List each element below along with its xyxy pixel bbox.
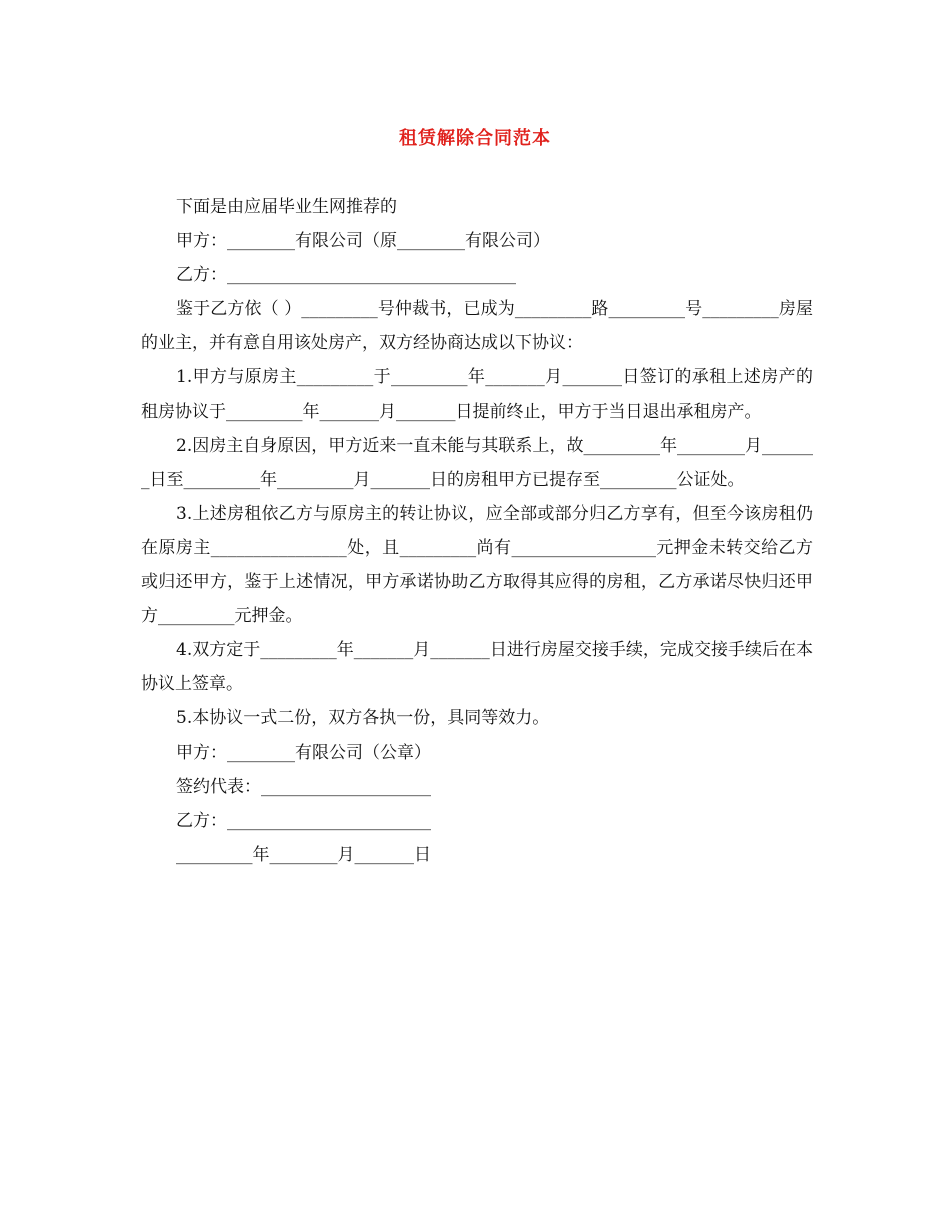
signature-representative: 签约代表：____________________ xyxy=(176,776,431,797)
intro-line: 下面是由应届毕业生网推荐的 xyxy=(176,197,397,217)
document-title: 租赁解除合同范本 xyxy=(399,128,551,149)
signature-party-a: 甲方：________有限公司（公章） xyxy=(176,742,431,763)
preamble-paragraph: 鉴于乙方依（ ）_________号仲裁书，已成为_________路_________号_________房屋的业主，并有意自用该处房产，双方经协商达成以下协议： xyxy=(141,299,813,354)
clause-4: 4.双方定于_________年_______月_______日进行房屋交接手续，完成交接手续后在本协议上签章。 xyxy=(141,640,813,695)
signature-party-b: 乙方：________________________ xyxy=(176,810,431,831)
party-b-line: 乙方：__________________________________ xyxy=(176,265,516,286)
party-a-line: 甲方：________有限公司（原________有限公司） xyxy=(176,231,550,252)
signature-date: _________年________月_______日 xyxy=(176,844,431,865)
document-body xyxy=(141,190,813,872)
clause-2: 2.因房主自身原因，甲方近来一直未能与其联系上，故_________年________月_______日至_________年_________月_______日的房租甲方已提存至_________公证处。 xyxy=(141,435,813,490)
clause-5: 5.本协议一式二份，双方各执一份，具同等效力。 xyxy=(176,708,550,729)
clause-3: 3.上述房租依乙方与原房主的转让协议，应全部或部分归乙方享有，但至今该房租仍在原房主________________处，且_________尚有_________________元押金未转交给乙方或归还甲方，鉴于上述情况，甲方承诺协助乙方取得其应得的房租，乙方承诺尽快归还甲方_________元押金。 xyxy=(141,503,813,627)
clause-1: 1.甲方与原房主_________于_________年_______月_______日签订的承租上述房产的租房协议于_________年_______月_______日提前终止，甲方于当日退出承租房产。 xyxy=(141,367,813,422)
